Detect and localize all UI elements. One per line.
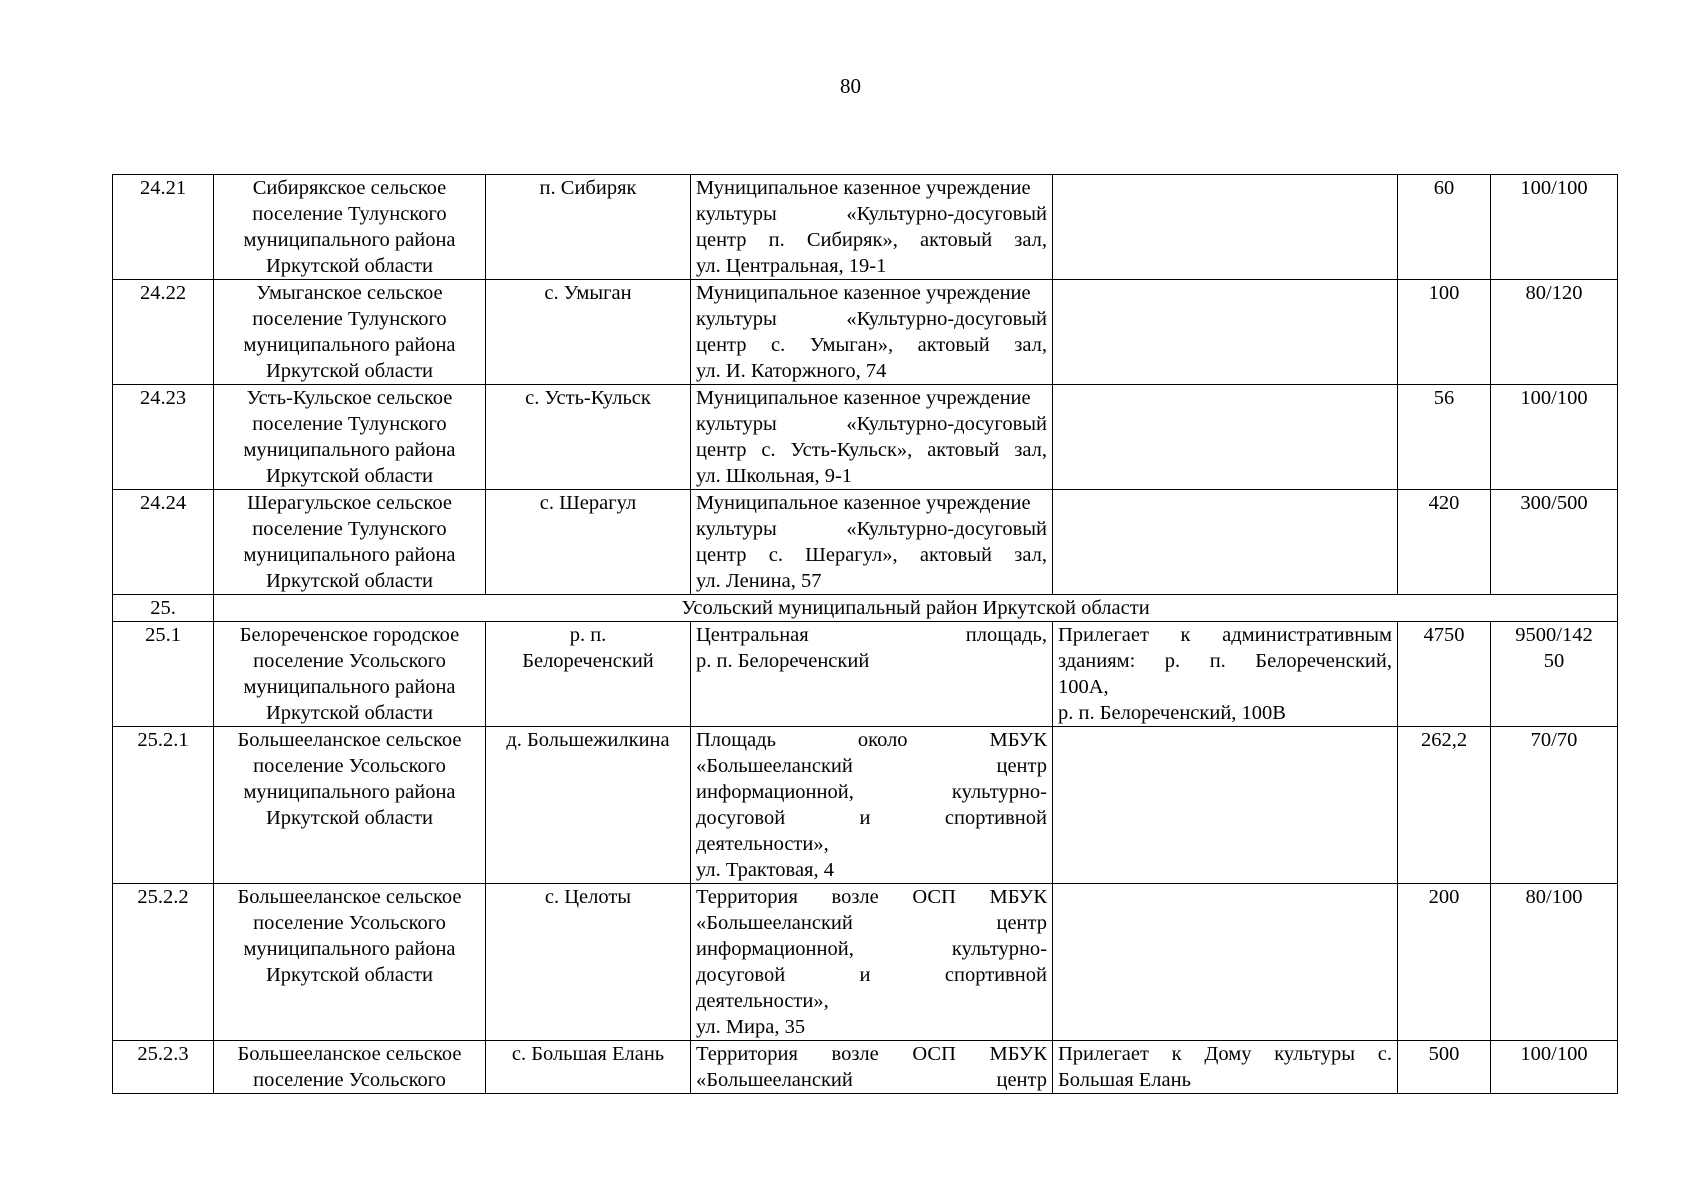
settlement-cell-line: Большееланское сельское	[237, 729, 462, 751]
ratio-cell-line: 100/100	[1520, 387, 1588, 409]
note-cell-line: 100А,	[1058, 676, 1109, 698]
object-cell-line: Центральная площадь,	[696, 624, 1047, 646]
note-cell-line: зданиям: р. п. Белореченский,	[1058, 650, 1392, 672]
object-cell	[691, 280, 1053, 385]
object-cell-line: информационной, культурно-	[696, 781, 1047, 803]
ratio-cell-line: 9500/142	[1515, 624, 1593, 646]
object-cell-line: центр с. Умыган», актовый зал,	[696, 334, 1047, 356]
settlement-cell-line: поселение Усольского	[253, 650, 446, 672]
locality-cell	[486, 280, 691, 385]
capacity-cell: 500	[1398, 1041, 1491, 1094]
object-cell-line: ул. Трактовая, 4	[696, 859, 834, 881]
ratio-cell-line: 300/500	[1520, 492, 1588, 514]
capacity-cell: 420	[1398, 490, 1491, 595]
row-number: 25.1	[113, 622, 214, 727]
locality-cell	[486, 622, 691, 727]
settlement-cell-line: поселение Усольского	[253, 1069, 446, 1091]
settlement-cell-line: поселение Тулунского	[252, 308, 447, 330]
table-row	[113, 490, 1618, 595]
object-cell-line: р. п. Белореченский	[696, 650, 870, 672]
settlement-cell	[214, 727, 486, 884]
object-cell-line: центр п. Сибиряк», актовый зал,	[696, 229, 1047, 251]
table-body-district-25	[113, 622, 1618, 1094]
note-cell-line: Прилегает к административным	[1058, 624, 1392, 646]
locality-cell-line: с. Шерагул	[539, 492, 637, 514]
settlement-cell-line: Сибирякское сельское	[252, 177, 447, 199]
settlement-cell-line: муниципального района	[243, 676, 456, 698]
note-cell	[1053, 490, 1398, 595]
object-cell-line: Муниципальное казенное учреждение	[696, 177, 1031, 199]
ratio-cell	[1491, 727, 1618, 884]
locality-cell-line: д. Большежилкина	[506, 729, 670, 751]
note-cell	[1053, 622, 1398, 727]
settlement-cell-line: Шерагульское сельское	[247, 492, 452, 514]
settlement-cell-line: Иркутской области	[265, 702, 434, 724]
object-cell	[691, 884, 1053, 1041]
ratio-cell-line: 50	[1543, 650, 1565, 672]
table-row	[113, 280, 1618, 385]
object-cell-line: ул. Мира, 35	[696, 1016, 806, 1038]
capacity-cell: 200	[1398, 884, 1491, 1041]
object-cell-line: центр с. Шерагул», актовый зал,	[696, 544, 1047, 566]
settlement-cell	[214, 622, 486, 727]
locality-cell	[486, 490, 691, 595]
note-cell	[1053, 175, 1398, 280]
settlement-cell-line: Иркутской области	[265, 360, 434, 382]
note-cell	[1053, 1041, 1398, 1094]
row-number: 24.23	[113, 385, 214, 490]
table-row	[113, 884, 1618, 1041]
object-cell-line: культуры «Культурно-досуговый	[696, 308, 1047, 330]
settlements-table	[112, 174, 1618, 1094]
table-row	[113, 1041, 1618, 1094]
object-cell-line: ул. Центральная, 19-1	[696, 255, 887, 277]
row-number: 25.2.3	[113, 1041, 214, 1094]
capacity-cell: 4750	[1398, 622, 1491, 727]
settlement-cell	[214, 490, 486, 595]
note-cell	[1053, 884, 1398, 1041]
object-cell	[691, 490, 1053, 595]
locality-cell-line: с. Большая Елань	[511, 1043, 665, 1065]
object-cell-line: центр с. Усть-Кульск», актовый зал,	[696, 439, 1047, 461]
object-cell-line: деятельности»,	[696, 833, 829, 855]
settlement-cell-line: Большееланское сельское	[237, 1043, 462, 1065]
settlement-cell-line: Иркутской области	[265, 964, 434, 986]
settlement-cell	[214, 385, 486, 490]
note-cell-line: Прилегает к Дому культуры с.	[1058, 1043, 1392, 1065]
object-cell-line: досуговой и спортивной	[696, 964, 1047, 986]
row-number: 24.22	[113, 280, 214, 385]
capacity-cell: 60	[1398, 175, 1491, 280]
settlement-cell-line: Иркутской области	[265, 465, 434, 487]
object-cell-line: «Большееланский центр	[696, 912, 1047, 934]
object-cell-line: досуговой и спортивной	[696, 807, 1047, 829]
table-body-district-24	[113, 175, 1618, 595]
table-row	[113, 385, 1618, 490]
object-cell-line: Муниципальное казенное учреждение	[696, 387, 1031, 409]
note-cell	[1053, 727, 1398, 884]
object-cell	[691, 1041, 1053, 1094]
settlement-cell	[214, 280, 486, 385]
locality-cell	[486, 884, 691, 1041]
object-cell-line: культуры «Культурно-досуговый	[696, 413, 1047, 435]
settlement-cell-line: Умыганское сельское	[256, 282, 443, 304]
locality-cell	[486, 385, 691, 490]
row-number: 25.2.2	[113, 884, 214, 1041]
ratio-cell-line: 100/100	[1520, 177, 1588, 199]
settlement-cell	[214, 884, 486, 1041]
settlement-cell	[214, 1041, 486, 1094]
row-number: 24.24	[113, 490, 214, 595]
settlement-cell-line: Иркутской области	[265, 570, 434, 592]
row-number: 24.21	[113, 175, 214, 280]
settlement-cell-line: муниципального района	[243, 544, 456, 566]
note-cell-line: р. п. Белореченский, 100В	[1058, 702, 1286, 724]
note-cell	[1053, 385, 1398, 490]
ratio-cell	[1491, 884, 1618, 1041]
locality-cell-line: с. Усть-Кульск	[525, 387, 651, 409]
object-cell-line: информационной, культурно-	[696, 938, 1047, 960]
settlement-cell-line: Усть-Кульское сельское	[246, 387, 453, 409]
object-cell-line: ул. Ленина, 57	[696, 570, 822, 592]
settlement-cell-line: муниципального района	[243, 229, 456, 251]
settlement-cell-line: Белореченское городское	[239, 624, 460, 646]
object-cell	[691, 622, 1053, 727]
note-cell	[1053, 280, 1398, 385]
capacity-cell: 56	[1398, 385, 1491, 490]
object-cell-line: «Большееланский центр	[696, 755, 1047, 777]
ratio-cell	[1491, 385, 1618, 490]
locality-cell-line: р. п.	[569, 624, 607, 646]
settlement-cell-line: поселение Усольского	[253, 912, 446, 934]
table-row	[113, 727, 1618, 884]
settlement-cell-line: муниципального района	[243, 938, 456, 960]
object-cell-line: «Большееланский центр	[696, 1069, 1047, 1091]
object-cell-line: культуры «Культурно-досуговый	[696, 518, 1047, 540]
ratio-cell-line: 70/70	[1530, 729, 1578, 751]
object-cell-line: Территория возле ОСП МБУК	[696, 1043, 1047, 1065]
settlement-cell-line: Иркутской области	[265, 807, 434, 829]
object-cell	[691, 385, 1053, 490]
table-body-section	[113, 595, 1618, 622]
ratio-cell	[1491, 280, 1618, 385]
settlement-cell-line: муниципального района	[243, 334, 456, 356]
table-row	[113, 175, 1618, 280]
settlement-cell-line: Большееланское сельское	[237, 886, 462, 908]
locality-cell	[486, 1041, 691, 1094]
locality-cell	[486, 175, 691, 280]
ratio-cell-line: 80/120	[1525, 282, 1583, 304]
ratio-cell	[1491, 622, 1618, 727]
ratio-cell-line: 80/100	[1525, 886, 1583, 908]
object-cell-line: Площадь около МБУК	[696, 729, 1047, 751]
ratio-cell-line: 100/100	[1520, 1043, 1588, 1065]
object-cell-line: ул. Школьная, 9-1	[696, 465, 853, 487]
locality-cell-line: с. Целоты	[544, 886, 632, 908]
settlement-cell-line: поселение Усольского	[253, 755, 446, 777]
locality-cell-line: п. Сибиряк	[539, 177, 637, 199]
ratio-cell	[1491, 490, 1618, 595]
ratio-cell	[1491, 1041, 1618, 1094]
object-cell-line: Территория возле ОСП МБУК	[696, 886, 1047, 908]
settlement-cell-line: муниципального района	[243, 781, 456, 803]
settlement-cell	[214, 175, 486, 280]
note-cell-line: Большая Елань	[1058, 1069, 1191, 1091]
object-cell-line: Муниципальное казенное учреждение	[696, 492, 1031, 514]
ratio-cell	[1491, 175, 1618, 280]
settlement-cell-line: поселение Тулунского	[252, 413, 447, 435]
capacity-cell: 100	[1398, 280, 1491, 385]
row-number: 25.2.1	[113, 727, 214, 884]
object-cell-line: ул. И. Каторжного, 74	[696, 360, 887, 382]
settlement-cell-line: муниципального района	[243, 439, 456, 461]
table-row	[113, 622, 1618, 727]
locality-cell-line: с. Умыган	[544, 282, 632, 304]
section-number: 25.	[113, 595, 214, 622]
object-cell-line: Муниципальное казенное учреждение	[696, 282, 1031, 304]
locality-cell	[486, 727, 691, 884]
capacity-cell: 262,2	[1398, 727, 1491, 884]
section-row	[113, 595, 1618, 622]
object-cell	[691, 727, 1053, 884]
settlement-cell-line: поселение Тулунского	[252, 518, 447, 540]
locality-cell-line: Белореченский	[522, 650, 654, 672]
settlement-cell-line: поселение Тулунского	[252, 203, 447, 225]
settlement-cell-line: Иркутской области	[265, 255, 434, 277]
object-cell-line: культуры «Культурно-досуговый	[696, 203, 1047, 225]
object-cell	[691, 175, 1053, 280]
page-number: 80	[840, 74, 861, 98]
object-cell-line: деятельности»,	[696, 990, 829, 1012]
section-title: Усольский муниципальный район Иркутской области	[214, 595, 1618, 622]
